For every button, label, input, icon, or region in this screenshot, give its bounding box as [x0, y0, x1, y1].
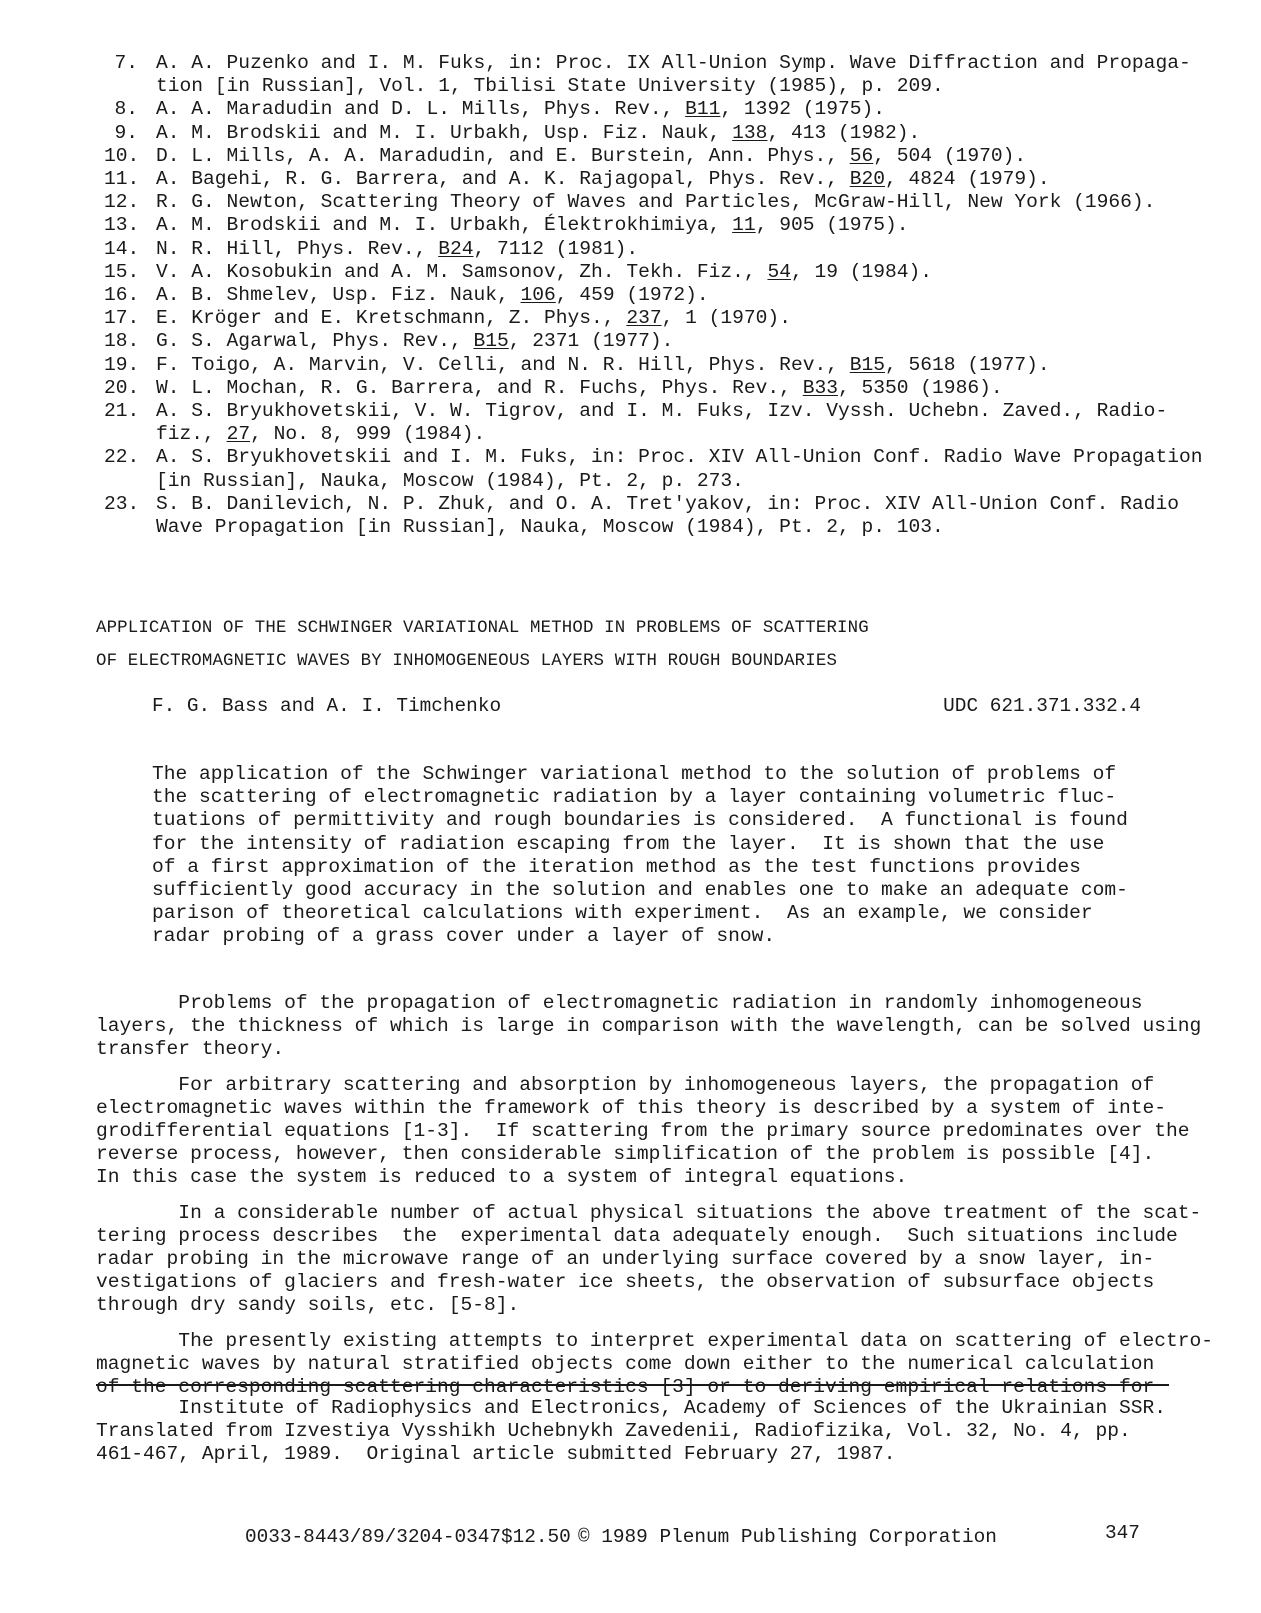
page-number: 347 — [1105, 1522, 1140, 1544]
reference-text: S. B. Danilevich, N. P. Zhuk, and O. A. Tret'yakov, in: Proc. XIV All-Union Conf. Radio — [156, 492, 1179, 515]
body-paragraph — [96, 1201, 1202, 1318]
reference-line — [156, 238, 1184, 261]
reference-item — [104, 52, 1191, 98]
reference-text: D. L. Mills, A. A. Maradudin, and E. Burstein, Ann. Phys., — [156, 144, 850, 167]
reference-line — [156, 261, 1184, 284]
reference-text: fiz., — [156, 423, 227, 446]
reference-item — [104, 354, 1184, 377]
reference-text: A. S. Bryukhovetskii, V. W. Tigrov, and I. M. Fuks, Izv. Vyssh. Uchebn. Zaved., Radio- — [156, 400, 1168, 423]
reference-text: E. Kröger and E. Kretschmann, Z. Phys., — [156, 307, 627, 330]
reference-text: , 504 (1970). — [873, 144, 1027, 167]
footnote-line: Translated from Izvestiya Vysshikh Uchebnykh Zavedenii, Radiofizika, Vol. 32, No. 4, pp. — [96, 1420, 1131, 1443]
body-line: The presently existing attempts to interpret experimental data on scattering of electro- — [96, 1329, 1214, 1352]
reference-text: , 2371 (1977). — [508, 330, 674, 353]
body-line: transfer theory. — [96, 1038, 285, 1061]
reference-volume: 11 — [732, 214, 756, 237]
body-line: of the corresponding scattering characteristics [3] or to deriving empirical relations for — [96, 1376, 1155, 1399]
udc-code: UDC 621.371.332.4 — [943, 695, 1141, 717]
reference-number: 10. — [104, 144, 140, 167]
body-line: For arbitrary scattering and absorption by inhomogeneous layers, the propagation of — [96, 1073, 1155, 1096]
footnote-line: 461-467, April, 1989. Original article submitted February 27, 1987. — [96, 1443, 896, 1466]
reference-text: A. B. Shmelev, Usp. Fiz. Nauk, — [156, 284, 521, 307]
abstract-line: sufficiently good accuracy in the solution and enables one to make an adequate com- — [152, 879, 1128, 902]
body-line: layers, the thickness of which is large in comparison with the wavelength, can be solved using — [96, 1015, 1202, 1038]
reference-number: 12. — [104, 191, 140, 214]
reference-volume: 56 — [849, 144, 874, 167]
reference-text: A. M. Brodskii and M. I. Urbakh, Élektrokhimiya, — [156, 214, 733, 237]
reference-item — [104, 446, 1203, 492]
abstract-line: parison of theoretical calculations with experiment. As an example, we consider — [152, 902, 1093, 925]
reference-volume: B11 — [685, 98, 721, 121]
reference-line — [156, 191, 1184, 214]
reference-volume: 106 — [520, 284, 556, 307]
body-paragraph — [96, 992, 1202, 1062]
reference-number: 14. — [104, 237, 140, 260]
reference-number: 8. — [114, 98, 138, 121]
abstract-line: for the intensity of radiation escaping from the layer. It is shown that the use — [152, 832, 1105, 855]
abstract-line: radar probing of a grass cover under a layer of snow. — [152, 925, 776, 948]
reference-text: , 5350 (1986). — [837, 376, 1003, 399]
reference-item — [104, 307, 1184, 330]
reference-item — [104, 191, 1184, 214]
reference-text: , 459 (1972). — [555, 284, 709, 307]
reference-item — [104, 168, 1184, 191]
reference-line — [156, 168, 1184, 191]
reference-number: 18. — [104, 330, 140, 353]
reference-text: , 1392 (1975). — [720, 98, 886, 121]
footnote-line: Institute of Radiophysics and Electronics, Academy of Sciences of the Ukrainian SSR. — [96, 1397, 1166, 1419]
reference-item — [104, 284, 1184, 307]
reference-item — [104, 122, 1184, 145]
reference-text: A. S. Bryukhovetskii and I. M. Fuks, in: Proc. XIV All-Union Conf. Radio Wave Propagation — [156, 446, 1203, 469]
body-line: radar probing in the microwave range of an underlying surface covered by a snow layer, in- — [96, 1248, 1155, 1271]
authors: F. G. Bass and A. I. Timchenko — [152, 695, 502, 717]
reference-number: 17. — [104, 307, 140, 330]
article-body — [96, 992, 1214, 1411]
reference-text: R. G. Newton, Scattering Theory of Waves and Particles, McGraw-Hill, New York (1966). — [156, 191, 1156, 214]
reference-text: W. L. Mochan, R. G. Barrera, and R. Fuchs, Phys. Rev., — [156, 376, 803, 399]
reference-text: N. R. Hill, Phys. Rev., — [156, 237, 439, 260]
body-line: reverse process, however, then considerable simplification of the problem is possible [4]. — [96, 1143, 1155, 1166]
reference-text: , No. 8, 999 (1984). — [250, 423, 486, 446]
reference-item — [104, 145, 1184, 168]
abstract-line: tuations of permittivity and rough boundaries is considered. A functional is found — [152, 809, 1128, 832]
body-line: In this case the system is reduced to a system of integral equations. — [96, 1166, 908, 1189]
reference-item — [104, 493, 1184, 539]
reference-volume: B33 — [802, 376, 838, 399]
article-title — [96, 612, 1096, 678]
reference-text: , 7112 (1981). — [473, 237, 639, 260]
reference-volume: 138 — [732, 121, 768, 144]
reference-text: , 905 (1975). — [755, 214, 909, 237]
reference-item — [104, 400, 1184, 446]
reference-number: 11. — [104, 168, 140, 191]
footnote — [96, 1397, 1176, 1467]
copyright-notice: © 1989 Plenum Publishing Corporation — [578, 1526, 997, 1548]
reference-number: 19. — [104, 353, 140, 376]
reference-item — [104, 214, 1184, 237]
body-line: vestigations of glaciers and fresh-water ice sheets, the observation of subsurface objects — [96, 1271, 1155, 1294]
title-line: APPLICATION OF THE SCHWINGER VARIATIONAL METHOD IN PROBLEMS OF SCATTERING — [96, 619, 869, 638]
reference-number: 9. — [114, 121, 138, 144]
body-line: magnetic waves by natural stratified objects come down either to the numerical calculation — [96, 1352, 1155, 1375]
reference-line — [156, 284, 1184, 307]
reference-text: V. A. Kosobukin and A. M. Samsonov, Zh. Tekh. Fiz., — [156, 260, 768, 283]
body-line: grodifferential equations [1-3]. If scattering from the primary source predominates over the — [96, 1120, 1190, 1143]
reference-item — [104, 261, 1184, 284]
reference-volume: B15 — [849, 353, 886, 376]
reference-volume: B24 — [438, 237, 474, 260]
reference-text: , 1 (1970). — [661, 307, 791, 330]
reference-item — [104, 330, 1184, 353]
reference-line — [156, 214, 1184, 237]
reference-text: A. M. Brodskii and M. I. Urbakh, Usp. Fiz. Nauk, — [156, 121, 733, 144]
reference-volume: 27 — [226, 423, 251, 446]
reference-item — [104, 98, 1184, 121]
reference-text: A. A. Puzenko and I. M. Fuks, in: Proc. IX All-Union Symp. Wave Diffraction and Propaga- — [156, 52, 1191, 74]
body-line: Problems of the propagation of electromagnetic radiation in randomly inhomogeneous — [96, 992, 1143, 1014]
reference-text: , 19 (1984). — [790, 260, 933, 283]
reference-volume: 54 — [767, 260, 791, 283]
reference-number: 20. — [104, 376, 140, 399]
reference-volume: B15 — [473, 330, 509, 353]
reference-number: 7. — [114, 52, 138, 74]
reference-list — [104, 52, 1203, 539]
reference-number: 23. — [104, 492, 140, 515]
abstract-line: The application of the Schwinger variational method to the solution of problems of — [152, 763, 1117, 785]
reference-line — [156, 377, 1184, 400]
reference-text: Wave Propagation [in Russian], Nauka, Moscow (1984), Pt. 2, p. 103. — [156, 516, 944, 539]
reference-line — [156, 330, 1184, 353]
reference-line — [156, 145, 1184, 168]
reference-text: A. A. Maradudin and D. L. Mills, Phys. Rev., — [156, 98, 686, 121]
body-line: tering process describes the experimental data adequately enough. Such situations include — [96, 1224, 1178, 1247]
footnote-divider — [96, 1384, 1169, 1386]
reference-text: tion [in Russian], Vol. 1, Tbilisi State University (1985), p. 209. — [156, 75, 944, 98]
body-line: electromagnetic waves within the framework of this theory is described by a system of inte- — [96, 1096, 1166, 1119]
reference-line — [156, 122, 1184, 145]
reference-line — [156, 423, 1184, 446]
reference-line — [156, 354, 1184, 377]
reference-text: [in Russian], Nauka, Moscow (1984), Pt. 2, p. 273. — [156, 469, 744, 492]
reference-text: , 5618 (1977). — [885, 353, 1050, 376]
reference-item — [104, 377, 1184, 400]
reference-volume: B20 — [849, 168, 886, 191]
reference-line — [156, 307, 1184, 330]
reference-text: , 4824 (1979). — [885, 168, 1050, 191]
reference-number: 13. — [104, 214, 140, 237]
reference-text: F. Toigo, A. Marvin, V. Celli, and N. R. Hill, Phys. Rev., — [156, 353, 850, 376]
reference-item — [104, 238, 1184, 261]
body-line: In a considerable number of actual physical situations the above treatment of the scat- — [96, 1201, 1202, 1224]
reference-line — [156, 98, 1184, 121]
title-line: OF ELECTROMAGNETIC WAVES BY INHOMOGENEOUS LAYERS WITH ROUGH BOUNDARIES — [96, 652, 838, 671]
reference-text: A. Bagehi, R. G. Barrera, and A. K. Rajagopal, Phys. Rev., — [156, 168, 850, 191]
abstract-line: the scattering of electromagnetic radiation by a layer containing volumetric fluc- — [152, 786, 1117, 809]
reference-number: 21. — [104, 400, 140, 423]
reference-text: , 413 (1982). — [767, 121, 921, 144]
reference-number: 22. — [104, 446, 140, 469]
body-paragraph — [96, 1329, 1214, 1400]
abstract-line: of a first approximation of the iteration method as the test functions provides — [152, 855, 1081, 878]
issn-price-code: 0033-8443/89/3204-0347$12.50 — [245, 1526, 571, 1548]
reference-volume: 237 — [626, 307, 662, 330]
body-line: through dry sandy soils, etc. [5-8]. — [96, 1294, 520, 1317]
body-paragraph — [96, 1073, 1190, 1190]
reference-number: 15. — [104, 260, 140, 283]
reference-text: G. S. Agarwal, Phys. Rev., — [156, 330, 474, 353]
abstract — [152, 763, 1132, 949]
reference-number: 16. — [104, 284, 140, 307]
